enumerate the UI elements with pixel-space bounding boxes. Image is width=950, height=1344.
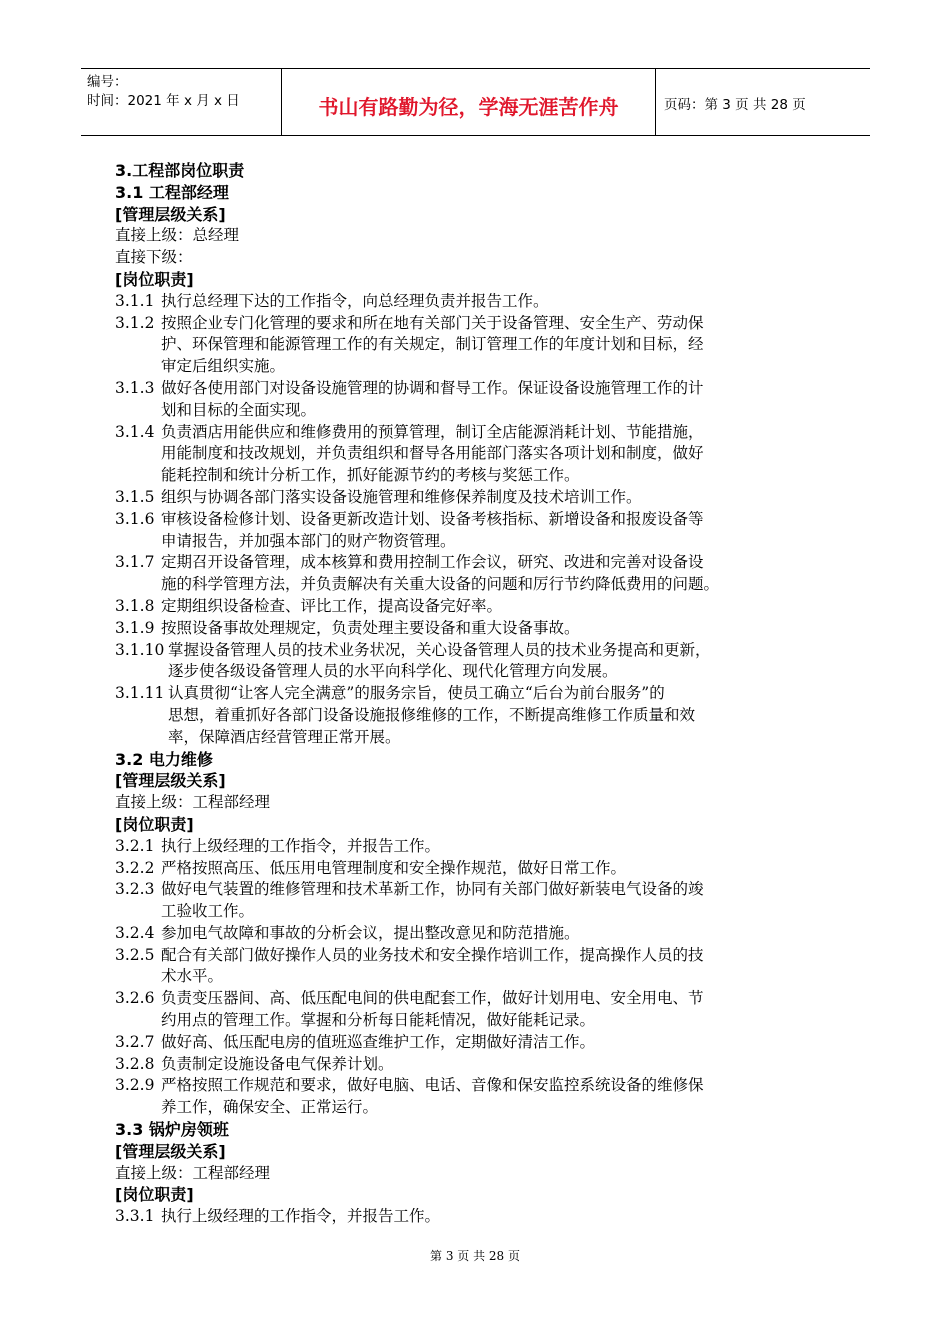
duty-item [115, 313, 855, 378]
duty-item-text [161, 1032, 855, 1054]
duty-item [115, 923, 855, 945]
duty-item-line: 负责变压器间、高、低压配电间的供电配套工作，做好计划用电、安全用电、节 [161, 989, 704, 1008]
doc-number-label: 编号： [87, 74, 128, 90]
duty-item-line: 工验收工作。 [161, 902, 255, 921]
duty-item-number: 3.2.8 [115, 1054, 155, 1073]
duty-item-line: 护、环保管理和能源管理工作的有关规定，制订管理工作的年度计划和目标，经 [161, 335, 704, 354]
duty-item-line: 负责酒店用能供应和维修费用的预算管理，制订全店能源消耗计划、节能措施， [161, 422, 704, 441]
duty-item [115, 487, 855, 509]
duty-item-line: 逐步使各级设备管理人员的水平向科学化、现代化管理方向发展。 [168, 662, 618, 681]
duty-item-line: 思想，着重抓好各部门设备设施报修维修的工作，不断提高维修工作质量和效 [168, 705, 696, 724]
duty-item-line: 按照企业专门化管理的要求和所在地有关部门关于设备管理、安全生产、劳动保 [161, 313, 704, 332]
duty-item-number: 3.2.7 [115, 1032, 155, 1051]
duty-item-number: 3.1.11 [115, 684, 165, 703]
duty-item-line: 划和目标的全面实现。 [161, 400, 317, 419]
duty-item-line: 养工作，确保安全、正常运行。 [161, 1098, 379, 1117]
duty-item [115, 552, 855, 596]
duty-item-line: 严格按照高压、低压用电管理制度和安全操作规范，做好日常工作。 [161, 858, 627, 877]
duty-item-number: 3.1.5 [115, 487, 155, 506]
duty-item-line: 用能制度和技改规划，并负责组织和督导各用能部门落实各项计划和制度，做好 [161, 444, 704, 463]
duty-item [115, 618, 855, 640]
duty-item-number: 3.1.7 [115, 553, 155, 572]
duty-item-line: 定期组织设备检查、评比工作，提高设备完好率。 [161, 596, 503, 615]
duty-item-line: 组织与协调各部门落实设备设施管理和维修保养制度及技术培训工作。 [161, 487, 642, 506]
section-heading: [管理层级关系] [115, 1141, 226, 1161]
header-page-info: 页码：第 3 页 共 28 页 [664, 97, 806, 113]
duty-item-line: 做好高、低压配电房的值班巡查维护工作，定期做好清洁工作。 [161, 1032, 596, 1051]
duty-item-text [161, 313, 855, 378]
duty-item-line: 执行上级经理的工作指令，并报告工作。 [161, 1207, 441, 1226]
duty-item-line: 定期召开设备管理，成本核算和费用控制工作会议，研究、改进和完善对设备设 [161, 553, 704, 572]
header-motto: 书山有路勤为径，学海无涯苦作舟 [282, 69, 656, 135]
duty-item-line: 审定后组织实施。 [161, 357, 286, 376]
duty-item-line: 申请报告，并加强本部门的财产物资管理。 [161, 531, 456, 550]
duty-item [115, 858, 855, 880]
duty-item [115, 422, 855, 487]
duty-item-line: 做好各使用部门对设备设施管理的协调和督导工作。保证设备设施管理工作的计 [161, 378, 704, 397]
duty-item-line: 配合有关部门做好操作人员的业务技术和安全操作培训工作，提高操作人员的技 [161, 945, 704, 964]
duty-item-text [161, 618, 855, 640]
duty-item-number: 3.1.6 [115, 509, 155, 528]
duty-item [115, 988, 855, 1032]
duty-item-text [161, 858, 855, 880]
paragraph: 直接上级：总经理 [115, 226, 240, 245]
doc-time-label: 时间：2021 年 x 月 x 日 [87, 93, 240, 109]
duty-item-text [161, 923, 855, 945]
duty-item-line: 掌握设备管理人员的技术业务状况，关心设备管理人员的技术业务提高和更新， [168, 640, 711, 659]
duty-item-number: 3.2.6 [115, 989, 155, 1008]
duty-item-text [161, 291, 855, 313]
duty-item-number: 3.1.3 [115, 378, 155, 397]
duty-item-text [161, 836, 855, 858]
duty-item-number: 3.2.1 [115, 836, 155, 855]
page-header [81, 68, 870, 136]
paragraph: 直接下级： [115, 248, 193, 267]
duty-item-line: 参加电气故障和事故的分析会议，提出整改意见和防范措施。 [161, 923, 580, 942]
duty-item-number: 3.2.5 [115, 945, 155, 964]
duty-item-line: 严格按照工作规范和要求，做好电脑、电话、音像和保安监控系统设备的维修保 [161, 1076, 704, 1095]
section-heading: [管理层级关系] [115, 204, 226, 224]
duty-item-number: 3.2.2 [115, 858, 155, 877]
duty-item-line: 负责制定设施设备电气保养计划。 [161, 1054, 394, 1073]
duty-item-line: 按照设备事故处理规定，负责处理主要设备和重大设备事故。 [161, 618, 580, 637]
paragraph: 直接上级：工程部经理 [115, 1163, 271, 1182]
duty-item-number: 3.2.9 [115, 1076, 155, 1095]
duty-item-number: 3.2.4 [115, 923, 155, 942]
section-heading: 3.3 锅炉房领班 [115, 1120, 229, 1140]
duty-item-number: 3.1.9 [115, 618, 155, 637]
duty-item-line: 术水平。 [161, 967, 224, 986]
duty-item-line: 做好电气装置的维修管理和技术革新工作，协同有关部门做好新装电气设备的竣 [161, 880, 704, 899]
section-heading: [岗位职责] [115, 814, 194, 834]
duty-item-text [161, 552, 855, 596]
duty-item-number: 3.1.4 [115, 422, 155, 441]
duty-item-text [161, 487, 855, 509]
duty-item-text [161, 1206, 855, 1228]
duty-item-text [161, 1054, 855, 1076]
duty-item-text [161, 378, 855, 422]
duty-item-number: 3.1.10 [115, 640, 165, 659]
duty-item [115, 1075, 855, 1119]
duty-item-text [161, 1075, 855, 1119]
section-heading: 3.工程部岗位职责 [115, 161, 245, 180]
duty-item [115, 945, 855, 989]
duty-item-number: 3.2.3 [115, 880, 155, 899]
duty-item [115, 683, 855, 748]
duty-item [115, 291, 855, 313]
duty-item-text [161, 422, 855, 487]
duty-item [115, 378, 855, 422]
section-heading: [管理层级关系] [115, 771, 226, 791]
page-footer: 第 3 页 共 28 页 [430, 1249, 520, 1263]
section-heading: 3.2 电力维修 [115, 749, 213, 769]
duty-item [115, 509, 855, 553]
section-heading: [岗位职责] [115, 1185, 194, 1205]
duty-item-line: 能耗控制和统计分析工作，抓好能源节约的考核与奖惩工作。 [161, 466, 580, 485]
duty-item [115, 1032, 855, 1054]
duty-item [115, 879, 855, 923]
duty-item-text [168, 640, 855, 684]
duty-item-text [161, 879, 855, 923]
duty-item-line: 施的科学管理方法，并负责解决有关重大设备的问题和厉行节约降低费用的问题。 [161, 575, 720, 594]
duty-item-text [161, 988, 855, 1032]
duty-item-line: 约用点的管理工作。掌握和分析每日能耗情况，做好能耗记录。 [161, 1011, 596, 1030]
duty-item [115, 596, 855, 618]
duty-item-line: 审核设备检修计划、设备更新改造计划、设备考核指标、新增设备和报废设备等 [161, 509, 704, 528]
duty-item [115, 1054, 855, 1076]
duty-item-line: 认真贯彻“让客人完全满意”的服务宗旨，使员工确立“后台为前台服务”的 [168, 684, 665, 703]
section-heading: [岗位职责] [115, 269, 194, 289]
duty-item-text [161, 509, 855, 553]
duty-item-line: 执行总经理下达的工作指令，向总经理负责并报告工作。 [161, 291, 549, 310]
duty-item-number: 3.1.8 [115, 596, 155, 615]
duty-item [115, 836, 855, 858]
duty-item-number: 3.1.2 [115, 313, 155, 332]
header-meta [81, 69, 282, 135]
duty-item [115, 640, 855, 684]
paragraph: 直接上级：工程部经理 [115, 793, 271, 812]
duty-item-line: 率，保障酒店经营管理正常开展。 [168, 727, 401, 746]
section-heading: 3.1 工程部经理 [115, 182, 229, 202]
duty-item-text [168, 683, 855, 748]
duty-item-text [161, 596, 855, 618]
duty-item-number: 3.3.1 [115, 1207, 155, 1226]
duty-item [115, 1206, 855, 1228]
duty-item-text [161, 945, 855, 989]
duty-item-line: 执行上级经理的工作指令，并报告工作。 [161, 836, 441, 855]
duty-item-number: 3.1.1 [115, 291, 155, 310]
document-body [115, 160, 855, 1228]
